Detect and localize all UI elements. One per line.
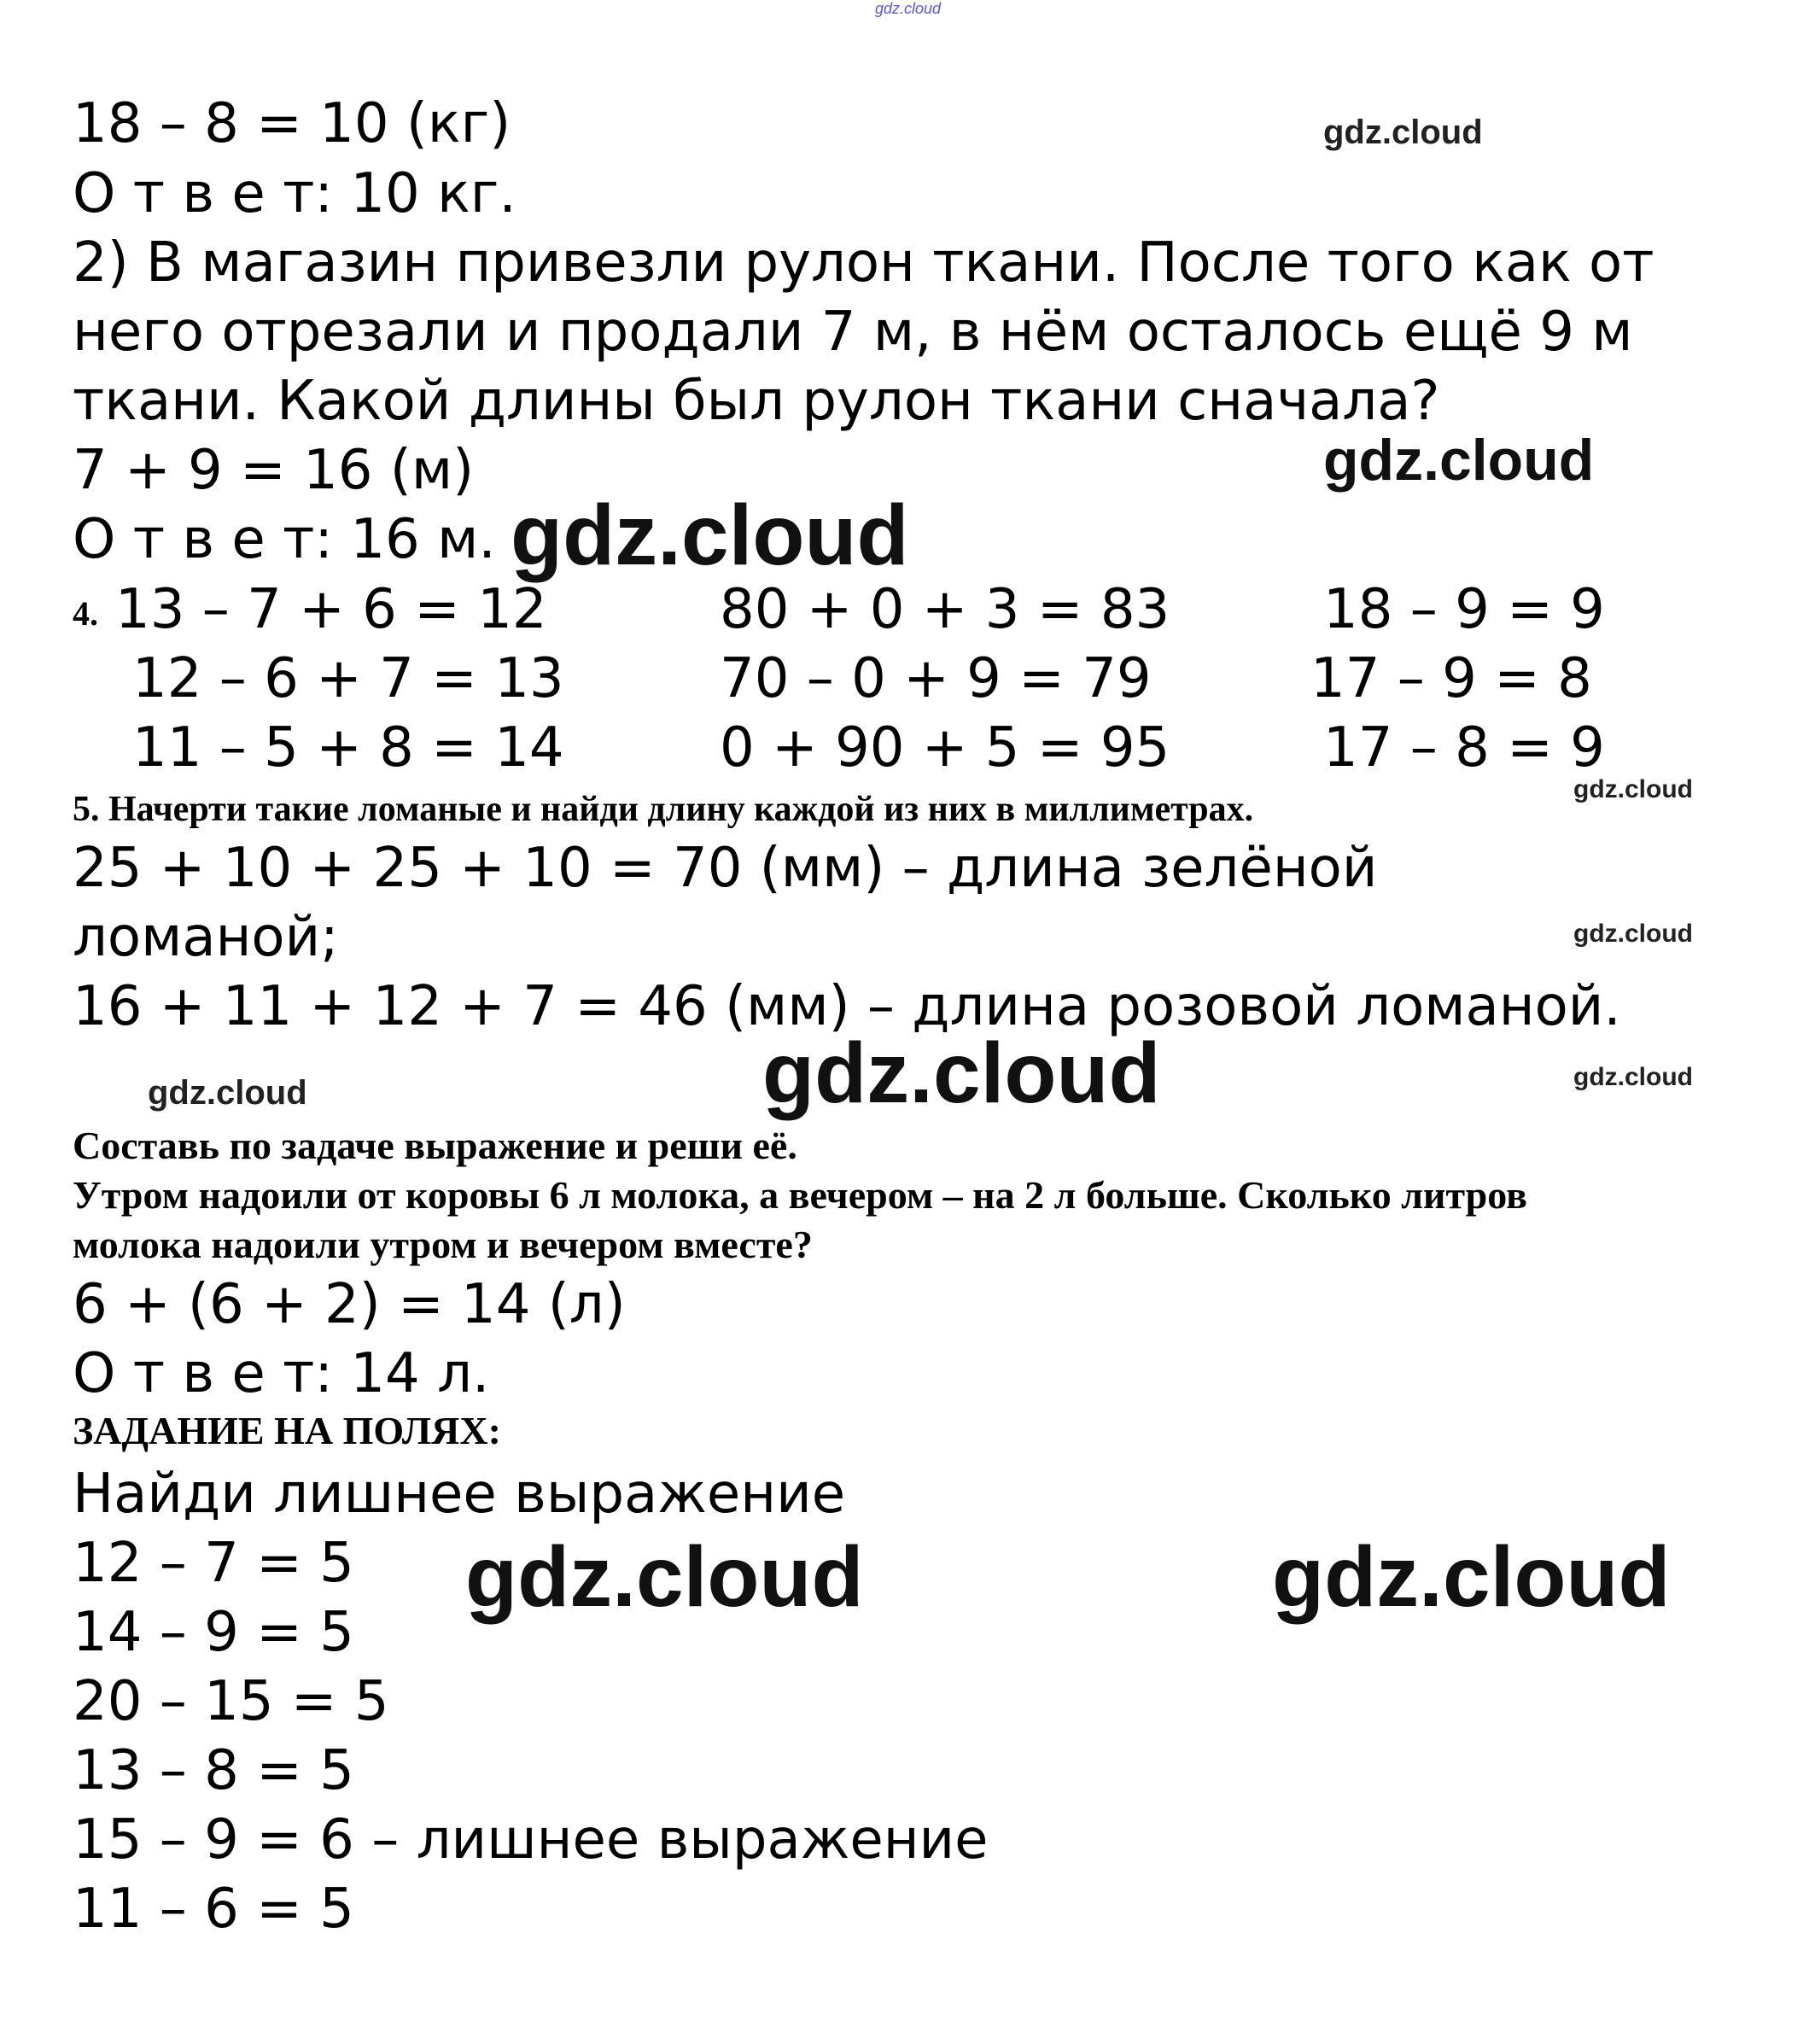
task-5-line-3: 16 + 11 + 12 + 7 = 46 (мм) – длина розовой ломаной.: [73, 975, 1621, 1038]
watermark: gdz.cloud: [1323, 428, 1595, 493]
task-6-solution: 6 + (6 + 2) = 14 (л): [73, 1273, 626, 1336]
margin-task-line: 11 – 6 = 5: [73, 1878, 354, 1941]
watermark: gdz.cloud: [1573, 775, 1693, 803]
margin-task-line: 13 – 8 = 5: [73, 1739, 354, 1802]
watermark: gdz.cloud: [148, 1074, 307, 1112]
task-5-heading: 5. Начерти такие ломаные и найди длину каждой из них в миллиметрах.: [73, 790, 1254, 829]
margin-task-line: 14 – 9 = 5: [73, 1601, 354, 1664]
answer-1: О т в е т: 10 кг.: [73, 162, 516, 225]
task-4-col3-row1: 18 – 9 = 9: [1323, 578, 1605, 641]
task-4-col2-row2: 70 – 0 + 9 = 79: [720, 647, 1152, 710]
watermark: gdz.cloud: [1573, 920, 1693, 948]
task-4-col1-row2: 12 – 6 + 7 = 13: [132, 647, 564, 710]
task-6-heading: Составь по задаче выражение и реши её.: [73, 1124, 797, 1167]
answer-2: О т в е т: 16 м.: [73, 508, 496, 571]
task-6-answer: О т в е т: 14 л.: [73, 1342, 490, 1405]
task-4-col1-row3: 11 – 5 + 8 = 14: [132, 716, 564, 780]
watermark-top: gdz.cloud: [875, 0, 942, 17]
watermark: gdz.cloud: [1323, 114, 1483, 151]
margin-task-line-extra: 15 – 9 = 6 – лишнее выражение: [73, 1808, 989, 1872]
task-5-line-1: 25 + 10 + 25 + 10 = 70 (мм) – длина зелёной: [73, 837, 1378, 900]
problem-2-line-2: него отрезали и продали 7 м, в нём осталось ещё 9 м: [73, 301, 1633, 364]
task-4-col3-row2: 17 – 9 = 8: [1310, 647, 1592, 710]
task-4-col2-row3: 0 + 90 + 5 = 95: [720, 716, 1170, 780]
task-6-problem-line-2: молока надоили утром и вечером вместе?: [73, 1223, 813, 1266]
watermark: gdz.cloud: [511, 488, 909, 583]
task-4-number: 4.: [73, 594, 98, 633]
margin-task-prompt: Найди лишнее выражение: [73, 1463, 846, 1526]
solution-2: 7 + 9 = 16 (м): [73, 439, 475, 502]
watermark: gdz.cloud: [1573, 1063, 1693, 1091]
task-4-col3-row3: 17 – 8 = 9: [1323, 716, 1605, 780]
margin-task-line: 12 – 7 = 5: [73, 1532, 354, 1595]
task-5-line-2: ломаной;: [73, 906, 339, 969]
watermark: gdz.cloud: [465, 1529, 864, 1625]
watermark: gdz.cloud: [762, 1025, 1161, 1121]
task-6-problem-line-1: Утром надоили от коровы 6 л молока, а вечером – на 2 л больше. Сколько литров: [73, 1173, 1527, 1217]
solution-line-1: 18 – 8 = 10 (кг): [73, 92, 511, 155]
problem-2-line-1: 2) В магазин привезли рулон ткани. После того как от: [73, 231, 1654, 295]
task-4-col2-row1: 80 + 0 + 3 = 83: [720, 578, 1170, 641]
margin-task-heading: ЗАДАНИЕ НА ПОЛЯХ:: [73, 1409, 501, 1452]
task-4-col1-row1: 13 – 7 + 6 = 12: [115, 578, 547, 641]
problem-2-line-3: ткани. Какой длины был рулон ткани сначала?: [73, 370, 1440, 433]
watermark: gdz.cloud: [1272, 1529, 1671, 1625]
margin-task-line: 20 – 15 = 5: [73, 1670, 389, 1733]
